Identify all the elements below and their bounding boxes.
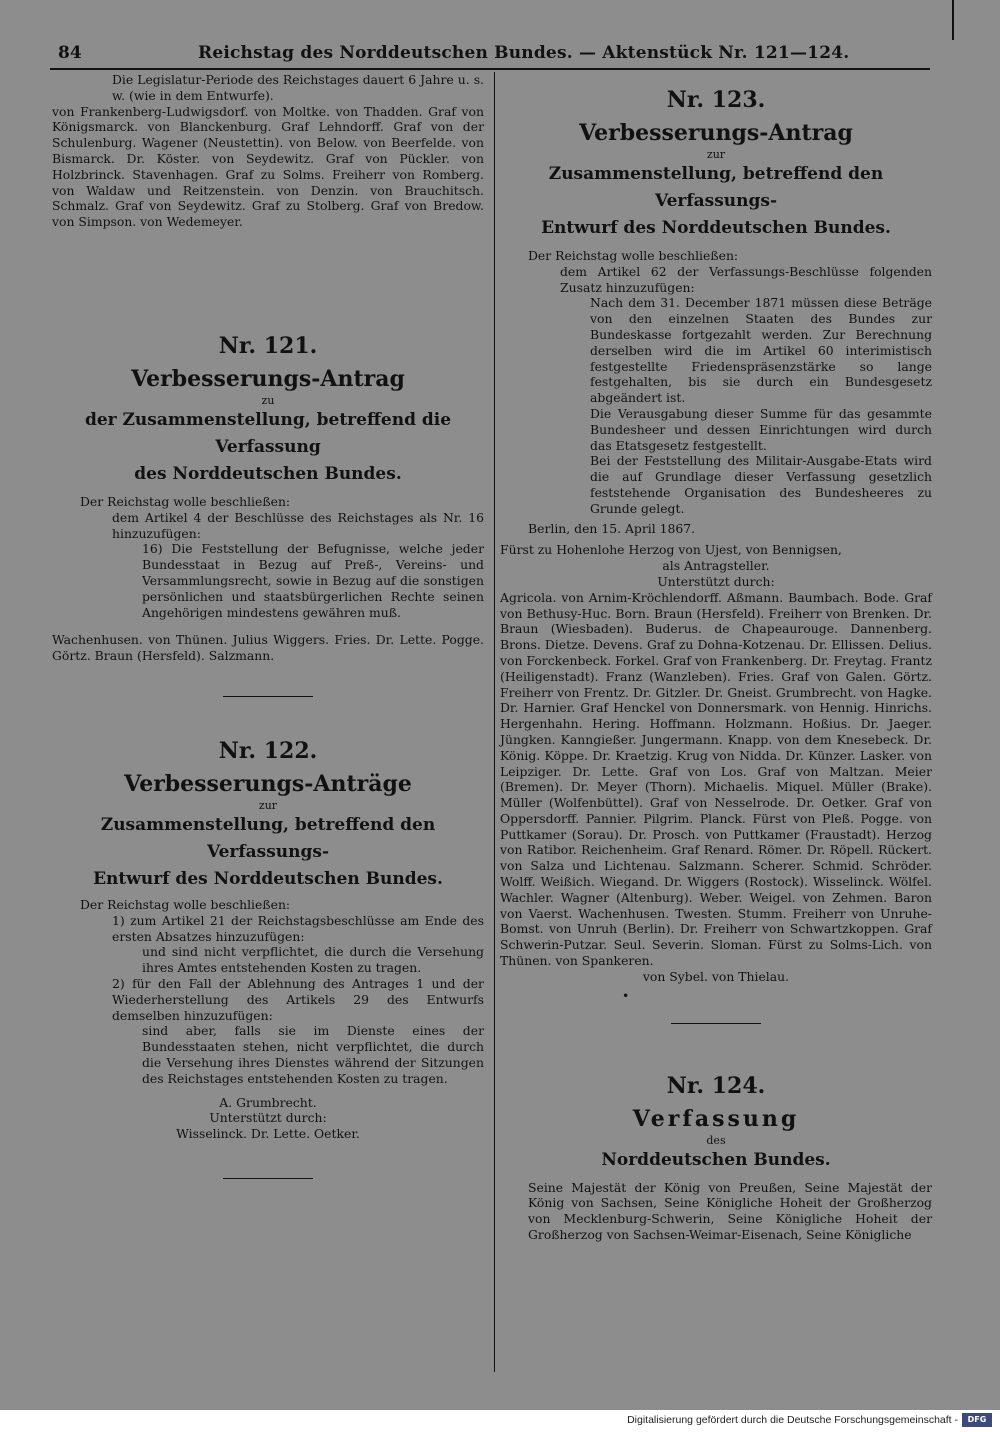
header-rule (50, 68, 930, 70)
document-number: Nr. 122. (218, 737, 318, 764)
document-des: des (706, 1133, 726, 1147)
motion-text: Der Reichstag wolle beschließen: (80, 896, 291, 912)
section-divider (671, 1023, 761, 1024)
item-text: 1) zum Artikel 21 der Reichstagsbeschlüsse am Ende des ersten Absatzes hinzuzufügen: (112, 912, 484, 944)
date-line: Berlin, den 15. April 1867. (528, 520, 696, 536)
stray-mark: • (622, 987, 630, 1003)
document-number: Nr. 121. (218, 332, 318, 359)
document-nr-122 (52, 737, 484, 1142)
running-title: Reichstag des Norddeutschen Bundes. — Aktenstück Nr. 121—124. (198, 43, 850, 63)
item-text: 16) Die Feststellung der Befugnisse, welche jeder Bundesstaat in Bezug auf Preß-, Vereins- und Versammlungsrecht, sowie in Bezug auf die sonstigen persönlichen und staatsbürgerlichen Rechte seinen Angehörigen mindestens gewähren muß. (142, 541, 484, 620)
paragraph-1: Nach dem 31. December 1871 müssen diese Beträge von den einzelnen Staaten des Bundes zur Bundeskasse fortgezahlt werden. Zur Berechnung derselben wird die im Artikel 60 interimistisch festgestellte Friedenspräsenzstärke so lange festgehalten, bis sie durch ein Bundesgesetz abgeändert ist. (590, 295, 932, 406)
paragraph-2: Die Verausgabung dieser Summe für das gesammte Bundesheer und dessen Einrichtungen wird durch das Etatsgesetz festgestellt. (590, 405, 932, 453)
footer-credit: Digitalisierung gefördert durch die Deutsche Forschungsgemeinschaft - (627, 1414, 958, 1426)
motion-text: Der Reichstag wolle beschließen: (528, 248, 739, 263)
document-subtitle: Entwurf des Norddeutschen Bundes. (93, 868, 443, 889)
signer: A. Grumbrecht. (219, 1094, 317, 1110)
document-subtitle: der Zusammenstellung, betreffend die Verfassung (84, 409, 452, 457)
document-subtitle: Norddeutschen Bundes. (601, 1149, 831, 1170)
document-subtitle: des Norddeutschen Bundes. (134, 463, 402, 484)
item-quote: sind aber, falls sie im Dienste eines der Bundesstaaten stehen, nicht verpflichtet, die durch die Versehung ihres Dienstes während der Sitzungen des Reichstages entstehenden Kosten zu tragen. (142, 1023, 484, 1086)
document-nr-124 (500, 1072, 932, 1243)
document-nr-123 (500, 86, 932, 1003)
supported-by: Unterstützt durch: (209, 1110, 327, 1126)
supporters: Agricola. von Arnim-Kröchlendorff. Aßmann. Baumbach. Bode. Graf von Bethusy-Huc. Born. Braun (Hersfeld). Freiherr von Brenken. Dr. Braun (Wiesbaden). Buderus. de Chapeaurouge. Dannenberg. Brons. Dietze. Devens. Graf zu Dohna-Kotzenau. Dr. Ellissen. Delius. von Forckenbeck. Forkel. Graf von Frankenberg. Dr. Freytag. Frantz (Heiligenstadt). Franz (Wanzleben). Fries. Graf von Galen. Görtz. Freiherr von Frentz. Dr. Gitzler. Dr. Gneist. Grumbrecht. von Hagke. Dr. Harnier. Graf Henckel von Donnersmark. von Hennig. Hinrichs. Hergenhahn. Hering. Hoffmann. Holzmann. Hoßius. Dr. Jaeger. Jüngken. Kanngießer. Jungermann. Knapp. von dem Knesebeck. Dr. König. Köppe. Dr. Kraetzig. Krug von Nidda. Dr. Künzer. Lasker. von Leipziger. Dr. Lette. Graf von Los. Graf von Maltzan. Meier (Bremen). Dr. Meyer (Thorn). Michaelis. Miquel. Müller (Brake). Müller (Wolfenbüttel). Graf von Nesselrode. Dr. Oetker. Graf von Oppersdorff. Pannier. Pilgrim. Planck. Fürst von Pleß. Pogge. von Puttkamer (Sorau). Dr. Prosch. von Puttkamer (Fraustadt). Herzog von Ratibor. Reichenheim. Graf Renard. Römer. Dr. Röpell. Rückert. von Salza und Lichtenau. Salzmann. Scherer. Schmid. Schröder. Wolff. Weißich. Wiegand. Dr. Wiggers (Rostock). Wisselinck. Wölfel. Wachler. Wagner (Altenburg). Weber. Weigel. von Zehmen. Baron von Vaerst. Wachenhusen. Twesten. Stumm. Freiherr von Unruhe-Bomst. von Unruh (Berlin). Dr. Freiherr von Schwartzkoppen. Graf Schwerin-Putzar. Seul. Severin. Sloman. Fürst zu Solms-Lich. von Thünen. von Spankeren. (500, 589, 932, 969)
document-zur: zu (261, 393, 275, 407)
section-divider (223, 1178, 313, 1179)
document-subtitle: Entwurf des Norddeutschen Bundes. (541, 218, 891, 238)
page-edge-mark (952, 0, 984, 40)
section-divider (223, 696, 313, 697)
supporters-last: von Sybel. von Thielau. (642, 968, 790, 984)
right-column (500, 72, 932, 1243)
item-text: 2) für den Fall der Ablehnung des Antrages 1 und der Wiederherstellung des Artikels 29 des Entwurfs demselben hinzuzufügen: (112, 975, 484, 1023)
column-divider (494, 72, 495, 1372)
intro-text: Die Legislatur-Periode des Reichstages dauert 6 Jahre u. s. w. (wie in dem Entwurfe). (112, 72, 484, 103)
document-title: Verfassung (632, 1105, 800, 1132)
document-zur: zur (258, 798, 278, 812)
proposers-role: als Antragsteller. (662, 558, 770, 574)
article-text: dem Artikel 62 der Verfassungs-Beschlüsse folgenden Zusatz hinzuzufügen: (560, 263, 932, 295)
document-zur: zur (706, 148, 726, 161)
digitization-footer (0, 1410, 1000, 1432)
document-number: Nr. 124. (666, 1072, 766, 1099)
document-number: Nr. 123. (666, 87, 766, 113)
document-subtitle: Zusammenstellung, betreffend den Verfassungs- (548, 164, 884, 211)
intro-names: von Frankenberg-Ludwigsdorf. von Moltke. von Thadden. Graf von Königsmarck. von Blanckenburg. Graf Lehndorff. Graf von der Schulenburg. Wagener (Neustettin). von Below. von Beerfelde. von Bismarck. Dr. Köster. von Seydewitz. Graf von Pückler. von Holzbrinck. Stavenhagen. Graf zu Solms. Freiherr von Romberg. von Waldaw und Reitzenstein. von Denzin. von Brauchitsch. Schmalz. Graf von Seydewitz. Graf zu Stolberg. Graf von Bredow. von Simpson. von Wedemeyer. (52, 103, 484, 230)
page-number: 84 (58, 43, 82, 63)
paragraph-3: Bei der Feststellung des Militair-Ausgabe-Etats wird die auf Grundlage dieser Verfassung gesetzlich feststehende Organisation des Bundesheeres zu Grunde gelegt. (590, 453, 932, 516)
proposers: Fürst zu Hohenlohe Herzog von Ujest, von Bennigsen, (500, 542, 842, 558)
supporters: Wisselinck. Dr. Lette. Oetker. (176, 1126, 360, 1142)
document-title: Verbesserungs-Antrag (579, 120, 853, 146)
page-header (50, 43, 930, 69)
document-title: Verbesserungs-Anträge (124, 770, 412, 797)
document-title: Verbesserungs-Antrag (131, 365, 405, 392)
left-column (52, 72, 484, 1219)
preamble-text: Seine Majestät der König von Preußen, Seine Majestät der König von Sachsen, Seine Königliche Hoheit der Großherzog von Mecklenburg-Schwerin, Seine Königliche Hoheit der Großherzog von Sachsen-Weimar-Eisenach, Seine Königliche (528, 1179, 932, 1243)
supported-by: Unterstützt durch: (657, 573, 775, 589)
signatories: Wachenhusen. von Thünen. Julius Wiggers. Fries. Dr. Lette. Pogge. Görtz. Braun (Hersfeld). Salzmann. (52, 632, 484, 664)
dfg-logo: DFG (962, 1413, 992, 1427)
document-nr-121 (52, 332, 484, 664)
motion-text: Der Reichstag wolle beschließen: (80, 493, 291, 509)
document-subtitle: Zusammenstellung, betreffend den Verfassungs- (100, 814, 436, 862)
item-quote: und sind nicht verpflichtet, die durch die Versehung ihres Amtes entstehenden Kosten zu tragen. (142, 944, 484, 976)
article-text: dem Artikel 4 der Beschlüsse des Reichstages als Nr. 16 hinzuzufügen: (112, 509, 484, 541)
